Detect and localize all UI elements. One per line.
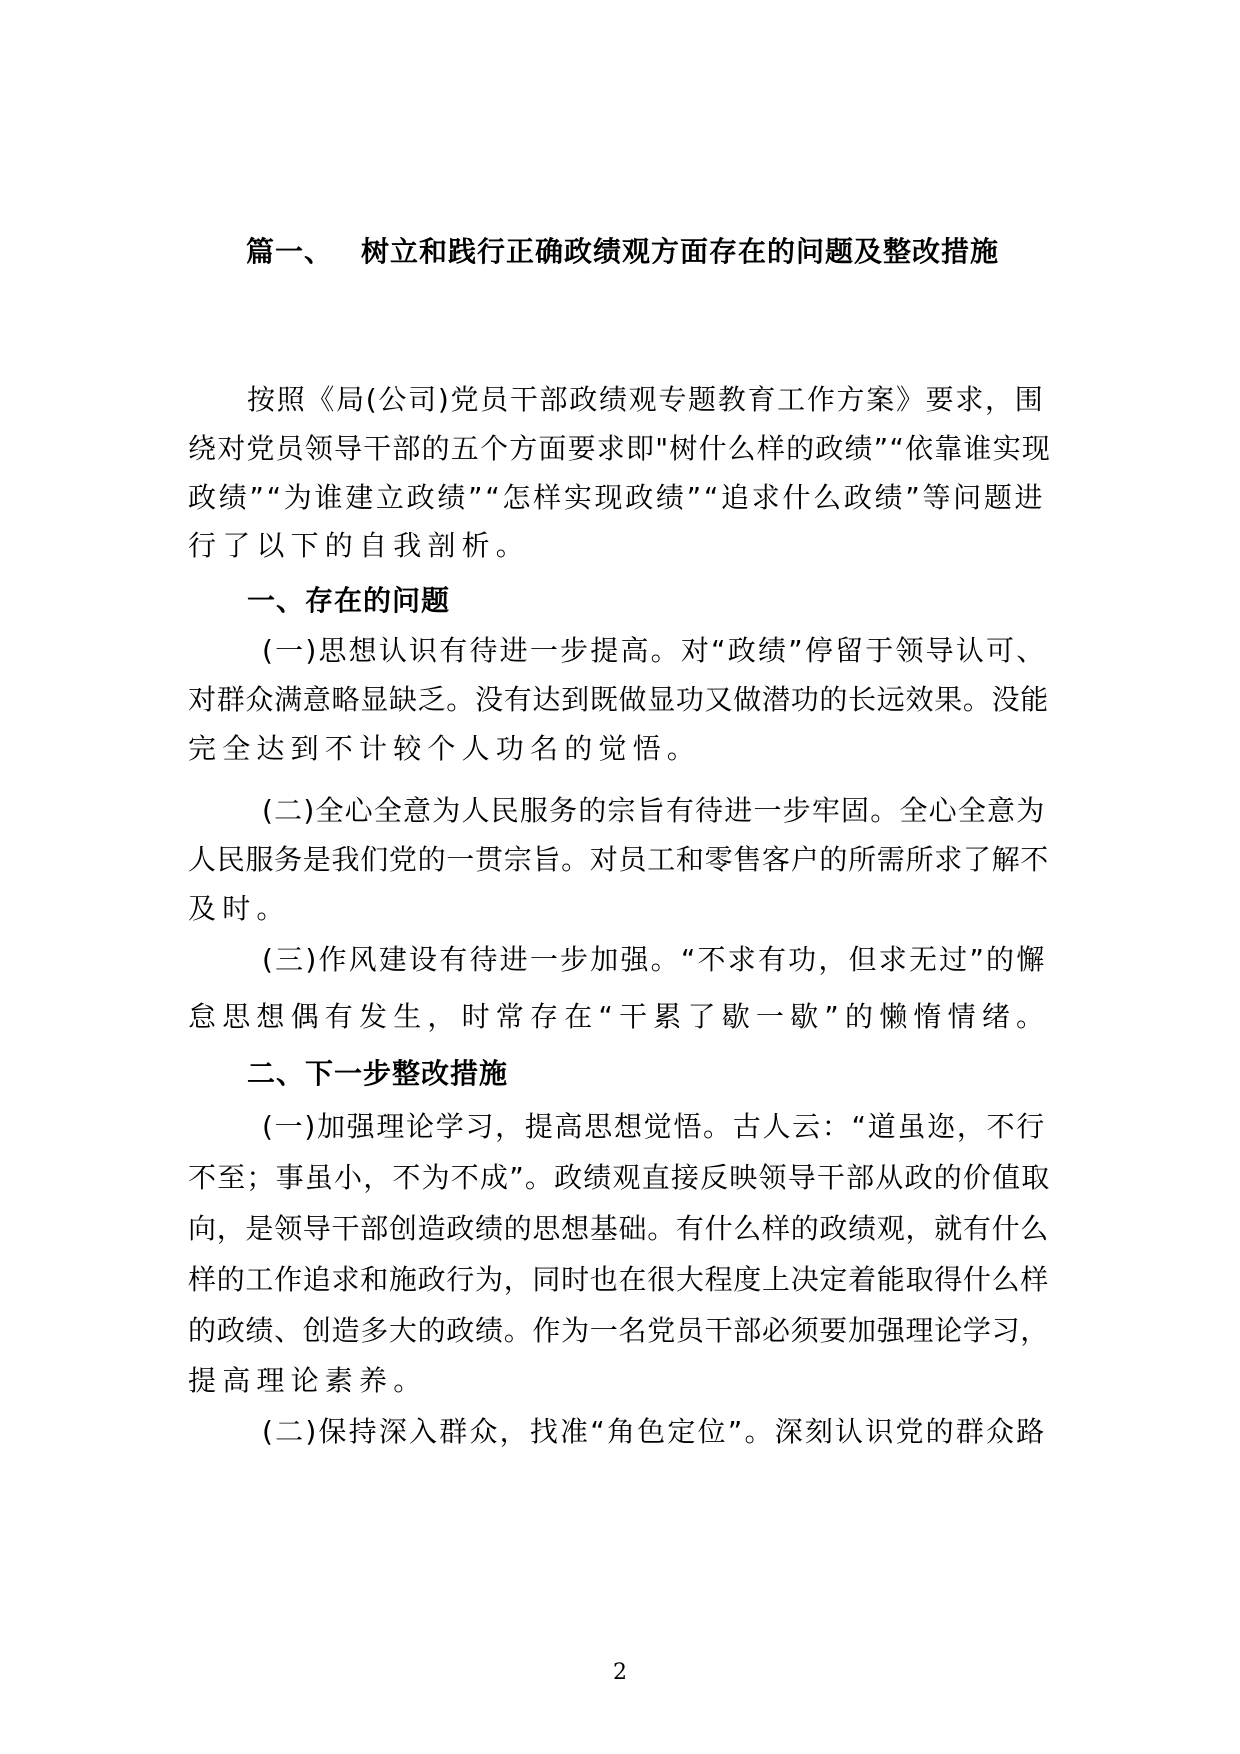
document-title [246, 230, 999, 270]
intro-line: 绕对党员领导干部的五个方面要求即"树什么样的政绩”“依靠谁实现 [188, 432, 1052, 465]
paragraph-line: 及时。 [188, 892, 291, 925]
paragraph-line: (一)加强理论学习，提高思想觉悟。古人云：“道虽迩，不行 [262, 1110, 1046, 1143]
paragraph-line: (二)全心全意为人民服务的宗旨有待进一步牢固。全心全意为 [262, 794, 1046, 827]
title-prefix: 篇一、 [246, 235, 334, 268]
paragraph-line: (三)作风建设有待进一步加强。“不求有功，但求无过”的懈 [262, 943, 1047, 976]
title-text: 树立和践行正确政绩观方面存在的问题及整改措施 [361, 235, 1000, 268]
intro-line: 行了以下的自我剖析。 [188, 529, 531, 562]
paragraph-line: 不至；事虽小，不为不成”。政绩观直接反映领导干部从政的价值取 [188, 1161, 1051, 1194]
paragraph-line: 怠思想偶有发生，时常存在“干累了歇一歇”的懒惰情绪。 [188, 1000, 1051, 1033]
section-heading: 二、下一步整改措施 [247, 1057, 509, 1090]
paragraph-line: 完全达到不计较个人功名的觉悟。 [188, 732, 702, 765]
paragraph-line: 样的工作追求和施政行为，同时也在很大程度上决定着能取得什么样 [188, 1263, 1050, 1296]
intro-line: 政绩”“为谁建立政绩”“怎样实现政绩”“追求什么政绩”等问题进 [188, 481, 1046, 514]
paragraph-line: 对群众满意略显缺乏。没有达到既做显功又做潜功的长远效果。没能 [188, 683, 1050, 716]
paragraph-line: 的政绩、创造多大的政绩。作为一名党员干部必须要加强理论学习， [188, 1314, 1050, 1347]
paragraph-line: 向，是领导干部创造政绩的思想基础。有什么样的政绩观，就有什么 [188, 1212, 1050, 1245]
page-number: 2 [613, 1660, 627, 1685]
paragraph-line: (一)思想认识有待进一步提高。对“政绩”停留于领导认可、 [262, 634, 1047, 667]
intro-line: 按照《局(公司)党员干部政绩观专题教育工作方案》要求，围 [247, 383, 1045, 416]
section-heading: 一、存在的问题 [247, 584, 451, 617]
paragraph-line: 提高理论素养。 [188, 1364, 428, 1397]
paragraph-line: 人民服务是我们党的一贯宗旨。对员工和零售客户的所需所求了解不 [188, 843, 1050, 876]
paragraph-line: (二)保持深入群众，找准“角色定位”。深刻认识党的群众路 [262, 1415, 1047, 1448]
